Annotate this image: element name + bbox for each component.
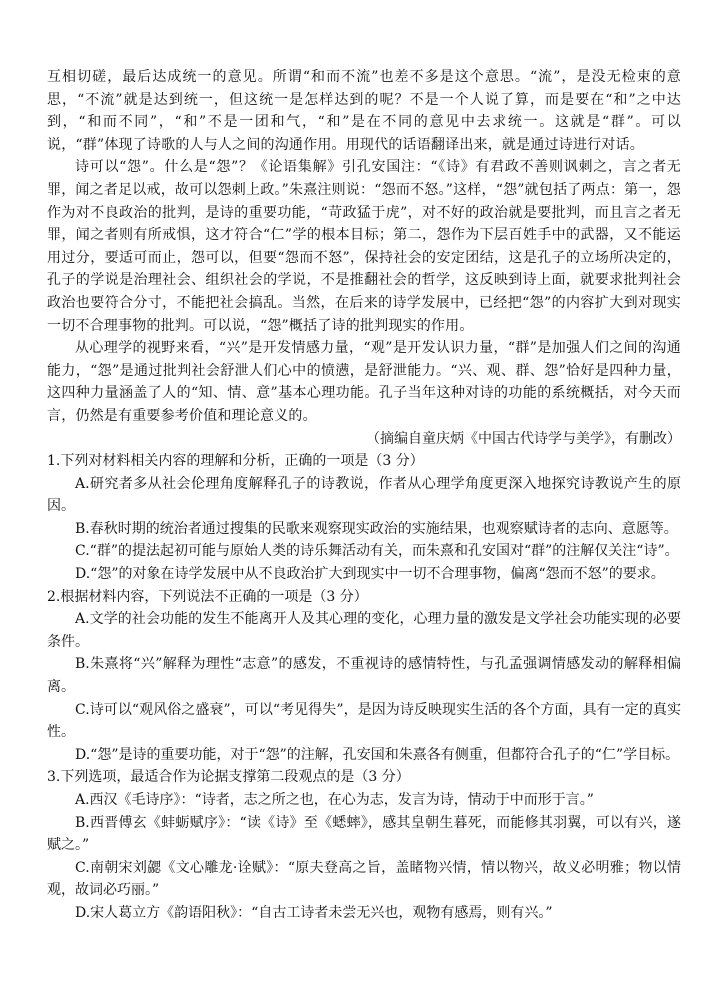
- option-a: A.研究者多从社会伦理角度解释孔子的诗教说，作者从心理学角度更深入地探究诗教说产生的原因。: [47, 475, 681, 515]
- article-paragraph-1: 互相切磋，最后达成统一的意见。所谓“和而不流”也差不多是这个意思。“流”，是没无检束的意思，“不流”就是达到统一，但这统一是怎样达到的呢？不是一个人说了算，而是要在“和”之中达到，“和而不同”，“和”不是一团和气，“和”是在不同的意见中去求统一。这就是“群”。可以说，“群”体现了诗歌的人与人之间的沟通作用。用现代的话语翻译出来，就是通过诗进行对话。: [47, 69, 681, 153]
- option-c: C.“群”的提法起初可能与原始人类的诗乐舞活动有关，而朱熹和孔安国对“群”的注解仅关注“诗”。: [75, 543, 679, 560]
- option-b: B.春秋时期的统治者通过搜集的民歌来观察现实政治的实施结果，也观察赋诗者的志向、意愿等。: [75, 520, 678, 537]
- option-d: D.“怨”是诗的重要功能，对于“怨”的注解，孔安国和朱熹各有侧重，但都符合孔子的“仁”学目标。: [75, 746, 680, 763]
- question-1: [47, 450, 681, 586]
- article-paragraph-3: 从心理学的视野来看，“兴”是开发情感力量，“观”是开发认识力量，“群”是加强人们之间的沟通能力，“怨”是通过批判社会舒泄人们心中的愤懑，是舒泄能力。“兴、观、群、怨”恰好是四种力量，这四种力量涵盖了人的“知、情、意”基本心理功能。孔子当年这种对诗的功能的系统概括，对今天而言，仍然是有重要参考价值和理论意义的。: [47, 340, 681, 424]
- option-c: C.诗可以“观风俗之盛衰”，可以“考见得失”，是因为诗反映现实生活的各个方面，具有一定的真实性。: [47, 701, 681, 741]
- option-b: B.西晋傅玄《蚌蛎赋序》：“读《诗》至《蟋蟀》，感其皇朝生暮死，而能修其羽翼，可以有兴，遂赋之。”: [47, 814, 681, 854]
- article-source: （摘编自童庆炳《中国古代诗学与美学》，有删改）: [366, 430, 681, 447]
- option-c: C.南朝宋刘勰《文心雕龙·诠赋》：“原夫登高之旨，盖睹物兴情，情以物兴，故义必明雅；物以情观，故词必巧丽。”: [47, 859, 681, 899]
- question-stem: 3.下列选项，最适合作为论据支撑第二段观点的是（3 分）: [47, 769, 410, 786]
- question-3: [47, 766, 681, 924]
- question-2: [47, 586, 681, 767]
- question-stem: 1.下列对材料相关内容的理解和分析，正确的一项是（3 分）: [47, 453, 424, 470]
- question-stem: 2.根据材料内容，下列说法不正确的一项是（3 分）: [47, 588, 368, 605]
- option-d: D.宋人葛立方《韵语阳秋》：“自古工诗者未尝无兴也，观物有感焉，则有兴。”: [75, 904, 553, 921]
- option-a: A.西汉《毛诗序》：“诗者，志之所之也，在心为志，发言为诗，情动于中而形于言。”: [75, 792, 594, 808]
- option-d: D.“怨”的对象在诗学发展中从不良政治扩大到现实中一切不合理事物，偏离“怨而不怒”的要求。: [75, 566, 665, 583]
- article-paragraph-2: 诗可以“怨”。什么是“怨”？《论语集解》引孔安国注：“《诗》有君政不善则讽刺之，言之者无罪，闻之者足以戒，故可以怨刺上政。”朱熹注则说：“怨而不怒。”这样，“怨”就包括了两点：第一，怨作为对不良政治的批判，是诗的重要功能，“苛政猛于虎”，对不好的政治就是要批判，而且言之者无罪，闻之者则有所戒惧，这才符合“仁”学的根本目标；第二，怨作为下层百姓手中的武器，又不能运用过分，要适可而止，怨可以，但要“怨而不怒”，保持社会的安定团结，这是孔子的立场所决定的，孔子的学说是治理社会、组织社会的学说，不是推翻社会的哲学，这反映到诗上面，就要求批判社会政治也要符合分寸，不能把社会搞乱。当然，在后来的诗学发展中，已经把“怨”的内容扩大到对现实一切不合理事物的批判。可以说，“怨”概括了诗的批判现实的作用。: [47, 159, 681, 334]
- document-page: [47, 66, 681, 925]
- option-b: B.朱熹将“兴”解释为理性“志意”的感发，不重视诗的感情特性，与孔孟强调情感发动的解释相偏离。: [47, 656, 681, 696]
- option-a: A.文学的社会功能的发生不能离开人及其心理的变化，心理力量的激发是文学社会功能实现的必要条件。: [47, 611, 681, 650]
